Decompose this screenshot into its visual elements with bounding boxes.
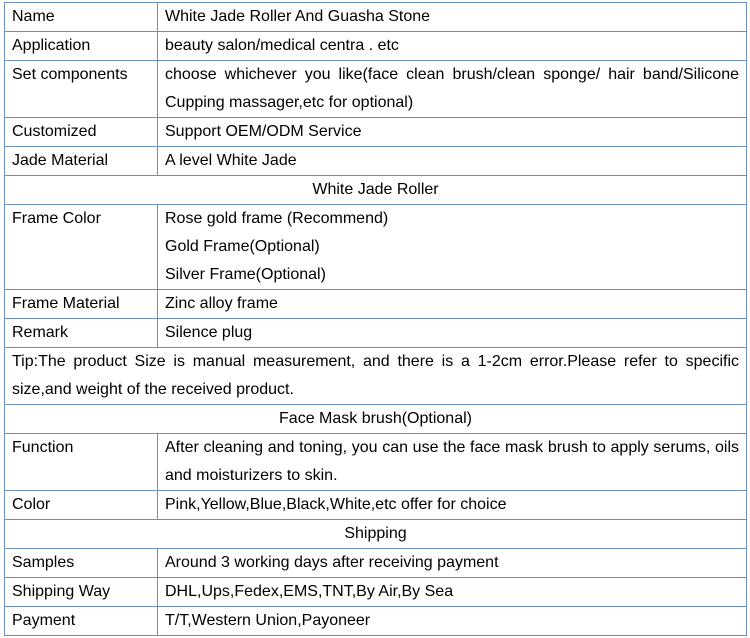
spec-row-frame-material <box>5 290 747 319</box>
row-value-line: choose whichever you like(face clean brush/clean sponge/ hair band/Silicone Cupping massager,etc for optional) <box>165 66 739 111</box>
section-header: Shipping <box>5 520 747 549</box>
row-label: Color <box>5 491 158 520</box>
row-value-line: Around 3 working days after receiving payment <box>165 554 499 571</box>
row-value-line: Zinc alloy frame <box>165 295 278 312</box>
row-value-line: Silver Frame(Optional) <box>165 266 326 283</box>
spec-row-samples <box>5 549 747 578</box>
row-value-line: DHL,Ups,Fedex,EMS,TNT,By Air,By Sea <box>165 583 454 600</box>
row-value-line: Support OEM/ODM Service <box>165 123 362 140</box>
row-value-line: Gold Frame(Optional) <box>165 238 320 255</box>
spec-row-remark <box>5 319 747 348</box>
row-label: Function <box>5 434 158 491</box>
row-label: Samples <box>5 549 158 578</box>
row-value-line: A level White Jade <box>165 152 297 169</box>
row-value <box>158 147 747 176</box>
row-label: Customized <box>5 118 158 147</box>
row-value-line: Silence plug <box>165 324 253 341</box>
row-value <box>158 61 747 118</box>
row-label: Shipping Way <box>5 578 158 607</box>
spec-row-shipping-way <box>5 578 747 607</box>
row-value <box>158 549 747 578</box>
row-value <box>158 578 747 607</box>
row-label: Name <box>5 3 158 32</box>
row-value <box>158 290 747 319</box>
spec-row-customized <box>5 118 747 147</box>
spec-row-application <box>5 32 747 61</box>
row-value-line: beauty salon/medical centra . etc <box>165 37 399 54</box>
row-label: Frame Material <box>5 290 158 319</box>
row-value-line: Pink,Yellow,Blue,Black,White,etc offer for choice <box>165 496 507 513</box>
row-value <box>158 3 747 32</box>
tip-note: Tip:The product Size is manual measurement, and there is a 1-2cm error.Please refer to specific size,and weight of the received product. <box>5 348 747 405</box>
row-value <box>158 434 747 491</box>
row-value <box>158 32 747 61</box>
row-value <box>158 319 747 348</box>
spec-row-name <box>5 3 747 32</box>
spec-row-jade-material <box>5 147 747 176</box>
row-value-line: After cleaning and toning, you can use the face mask brush to apply serums, oils and moisturizers to skin. <box>165 439 739 484</box>
spec-row-function <box>5 434 747 491</box>
note-row <box>5 348 747 405</box>
section-header: Face Mask brush(Optional) <box>5 405 747 434</box>
row-value <box>158 491 747 520</box>
spec-table <box>4 2 747 636</box>
row-label: Jade Material <box>5 147 158 176</box>
spec-row-color <box>5 491 747 520</box>
section-header-row <box>5 405 747 434</box>
row-value-line: Rose gold frame (Recommend) <box>165 210 389 227</box>
row-value <box>158 607 747 636</box>
row-label: Remark <box>5 319 158 348</box>
section-header-row <box>5 520 747 549</box>
section-header: White Jade Roller <box>5 176 747 205</box>
row-value-line: White Jade Roller And Guasha Stone <box>165 8 431 25</box>
spec-row-payment <box>5 607 747 636</box>
row-label: Payment <box>5 607 158 636</box>
row-value-line: T/T,Western Union,Payoneer <box>165 612 371 629</box>
row-label: Set components <box>5 61 158 118</box>
row-value <box>158 205 747 290</box>
spec-row-set-components <box>5 61 747 118</box>
section-header-row <box>5 176 747 205</box>
row-value <box>158 118 747 147</box>
row-label: Frame Color <box>5 205 158 290</box>
spec-row-frame-color <box>5 205 747 290</box>
row-label: Application <box>5 32 158 61</box>
